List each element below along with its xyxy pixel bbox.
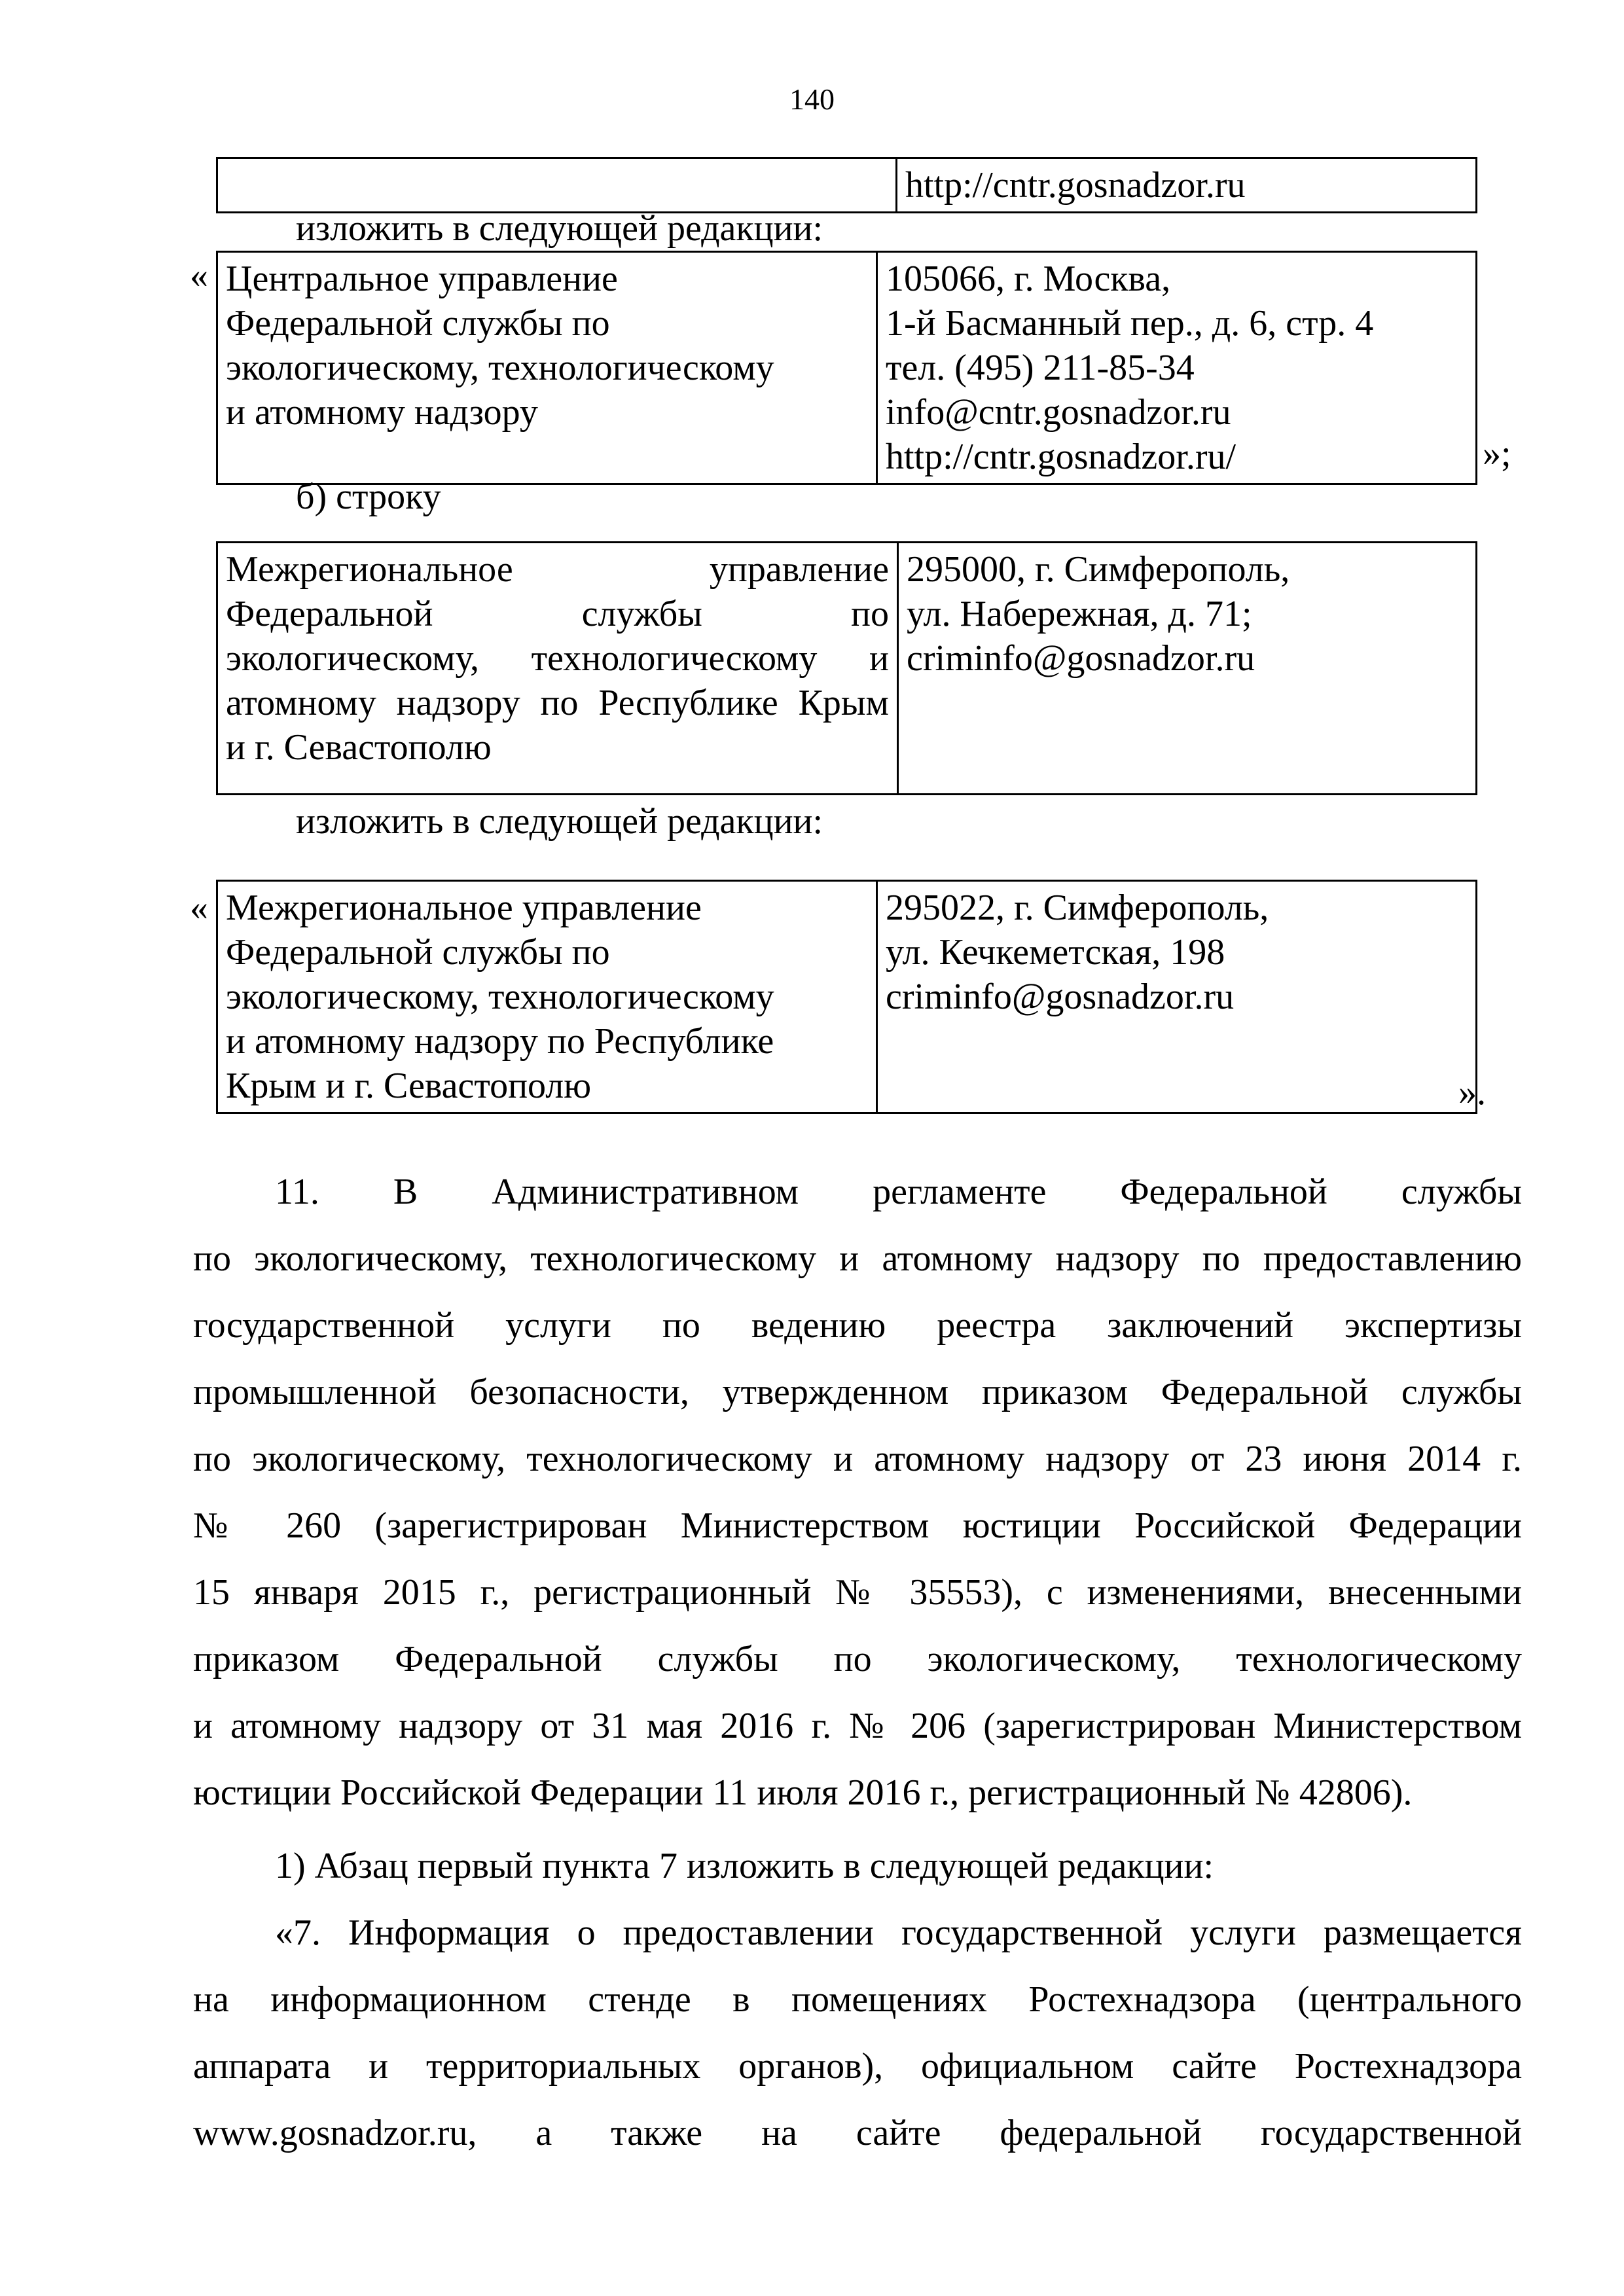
paragraph-line: www.gosnadzor.ru, а также на сайте федеральной государственной [193,2113,1522,2153]
paragraph-line: 15 января 2015 г., регистрационный № 35553), с изменениями, внесенными [193,1572,1522,1613]
intro-new-edition-1: изложить в следующей редакции: [296,208,823,249]
table-b-right-cell [898,543,1477,795]
page-number: 140 [789,82,835,116]
table-top [216,157,1477,213]
table-a-right-line: 105066, г. Москва, [886,259,1171,299]
table-a-right-line: info@cntr.gosnadzor.ru [886,392,1231,433]
table-a-right-line: http://cntr.gosnadzor.ru/ [886,437,1236,477]
table-c-left-line: экологическому, технологическому [226,977,774,1017]
paragraph-7 [193,1899,1522,2166]
table-b-left-line: Межрегиональное управление [226,549,889,590]
paragraph-line: промышленной безопасности, утвержденном приказом Федеральной службы [193,1372,1522,1412]
paragraph-line: на информационном стенде в помещениях Ростехнадзора (центрального [193,1979,1522,2020]
table-a-left-line: и атомному надзору [226,392,538,433]
paragraph-11 [193,1158,1522,1826]
paragraph-line: юстиции Российской Федерации 11 июля 2016 г., регистрационный № 42806). [193,1772,1413,1813]
table-c [216,880,1477,1114]
table-b-left-line: и г. Севастополю [226,727,492,768]
table-c-close-quote: ». [1458,1072,1486,1113]
paragraph-line: аппарата и территориальных органов), официальном сайте Ростехнадзора [193,2046,1522,2087]
intro-line-b: б) строку [296,476,441,517]
table-top-left-cell [217,158,897,213]
item-1-heading: 1) Абзац первый пункта 7 изложить в следующей редакции: [275,1846,1214,1886]
paragraph-line: и атомному надзору от 31 мая 2016 г. № 206 (зарегистрирован Министерством [193,1706,1522,1746]
table-c-left-line: Межрегиональное управление [226,888,702,928]
table-b-left-line: Федеральной службы по [226,594,889,634]
paragraph-line: приказом Федеральной службы по экологическому, технологическому [193,1639,1522,1679]
table-a-right-line: 1-й Басманный пер., д. 6, стр. 4 [886,303,1374,344]
table-c-left-line: и атомному надзору по Республике [226,1021,774,1062]
table-a-right-line: тел. (495) 211-85-34 [886,348,1195,388]
table-a-left-line: экологическому, технологическому [226,348,774,388]
table-c-left-line: Федеральной службы по [226,932,610,973]
paragraph-line: государственной услуги по ведению реестра заключений экспертизы [193,1305,1522,1346]
table-c-open-quote: « [190,888,208,928]
table-b-right-line: ул. Набережная, д. 71; [907,594,1252,634]
table-b-left-line: атомному надзору по Республике Крым [226,683,889,723]
paragraph-line: 11. В Административном регламенте Федеральной службы [275,1172,1522,1212]
table-a-right-cell [877,252,1477,484]
table-c-right-line: 295022, г. Симферополь, [886,888,1269,928]
table-c-left-line: Крым и г. Севастополю [226,1066,592,1106]
table-b [216,541,1477,795]
paragraph-line: по экологическому, технологическому и атомному надзору по предоставлению [193,1238,1522,1279]
table-b-left-cell [217,543,898,795]
table-a-close-quote: »; [1483,433,1511,474]
table-top-right-cell [897,158,1477,213]
intro-new-edition-2: изложить в следующей редакции: [296,801,823,842]
table-c-left-cell [217,881,877,1113]
table-a-left-line: Федеральной службы по [226,303,610,344]
table-c-right-line: ул. Кечкеметская, 198 [886,932,1225,973]
paragraph-line: № 260 (зарегистрирован Министерством юстиции Российской Федерации [193,1505,1522,1546]
table-top-url: http://cntr.gosnadzor.ru [905,165,1246,206]
paragraph-line: «7. Информация о предоставлении государственной услуги размещается [275,1912,1522,1953]
table-c-right-cell [877,881,1477,1113]
table-b-right-line: 295000, г. Симферополь, [907,549,1290,590]
table-a-left-line: Центральное управление [226,259,618,299]
table-a-left-cell [217,252,877,484]
table-c-right-line: criminfo@gosnadzor.ru [886,977,1235,1017]
table-b-left-line: экологическому, технологическому и [226,638,889,679]
table-a [216,251,1477,485]
table-a-open-quote: « [190,255,208,296]
paragraph-line: по экологическому, технологическому и атомному надзору от 23 июня 2014 г. [193,1439,1522,1479]
table-b-right-line: criminfo@gosnadzor.ru [907,638,1255,679]
